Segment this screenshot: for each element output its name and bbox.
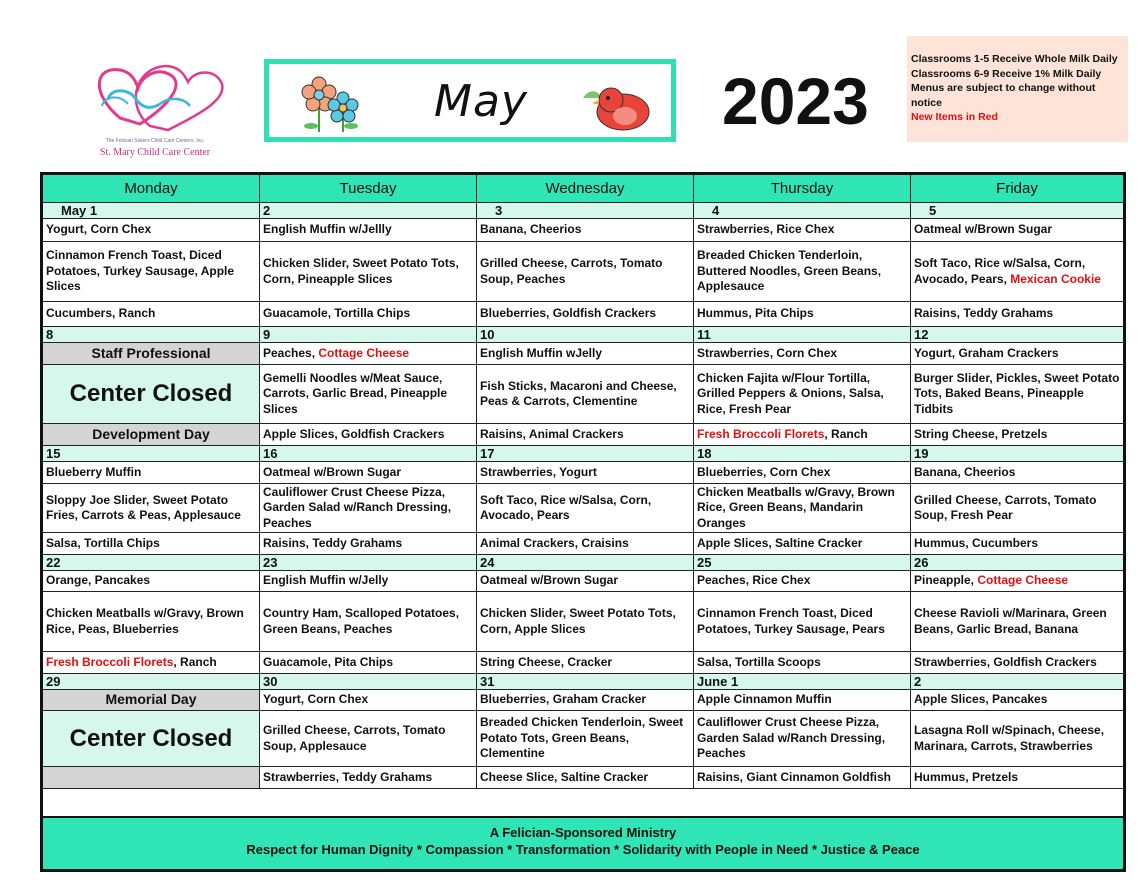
date-cell: 16	[260, 446, 477, 462]
logo	[80, 48, 230, 160]
menu-cell: Raisins, Teddy Grahams	[260, 533, 477, 555]
menu-cell: English Muffin w/Jellly	[260, 219, 477, 242]
menu-cell: English Muffin wJelly	[477, 343, 694, 365]
menu-cell: Soft Taco, Rice w/Salsa, Corn, Avocado, Pears	[477, 484, 694, 533]
menu-cell: Apple Cinnamon Muffin	[694, 690, 911, 711]
menu-cell	[911, 242, 1123, 302]
note-red-line: New Items in Red	[911, 111, 998, 123]
date-cell: 5	[911, 203, 1123, 219]
date-cell: 17	[477, 446, 694, 462]
date-cell: 3	[477, 203, 694, 219]
date-cell: 22	[43, 555, 260, 571]
menu-cell: Blueberries, Goldfish Crackers	[477, 302, 694, 327]
menu-cell: Strawberries, Rice Chex	[694, 219, 911, 242]
date-cell: 15	[43, 446, 260, 462]
day-header-wednesday: Wednesday	[477, 175, 694, 203]
menu-cell: Gemelli Noodles w/Meat Sauce, Carrots, Garlic Bread, Pineapple Slices	[260, 365, 477, 424]
day-header-thursday: Thursday	[694, 175, 911, 203]
menu-cell: Strawberries, Goldfish Crackers	[911, 652, 1123, 674]
menu-cell: Breaded Chicken Tenderloin, Sweet Potato Tots, Green Beans, Clementine	[477, 711, 694, 767]
footer-line2: Respect for Human Dignity * Compassion * Transformation * Solidarity with People in Need * Justice & Peace	[246, 842, 920, 857]
development-day-label: Development Day	[43, 424, 260, 446]
note-line: Classrooms 1-5 Receive Whole Milk Daily	[911, 53, 1118, 65]
new-item-text: Mexican Cookie	[1010, 271, 1101, 286]
menu-cell: Hummus, Pretzels	[911, 767, 1123, 789]
date-cell: 19	[911, 446, 1123, 462]
year-title: 2023	[722, 64, 869, 138]
menu-cell: Cauliflower Crust Cheese Pizza, Garden Salad w/Ranch Dressing, Peaches	[694, 711, 911, 767]
day-header-tuesday: Tuesday	[260, 175, 477, 203]
menu-text: , Ranch	[173, 654, 217, 669]
menu-cell: Raisins, Giant Cinnamon Goldfish	[694, 767, 911, 789]
note-line: Classrooms 6-9 Receive 1% Milk Daily	[911, 67, 1102, 80]
new-item-text: Cottage Cheese	[977, 573, 1069, 588]
menu-cell: Strawberries, Yogurt	[477, 462, 694, 484]
menu-cell: Peaches, Rice Chex	[694, 571, 911, 592]
date-cell: 2	[911, 674, 1123, 690]
menu-cell: Grilled Cheese, Carrots, Tomato Soup, Fresh Pear	[911, 484, 1123, 533]
staff-professional-label: Staff Professional	[43, 343, 260, 365]
menu-cell: Blueberries, Corn Chex	[694, 462, 911, 484]
menu-cell: Blueberry Muffin	[43, 462, 260, 484]
day-header-friday: Friday	[911, 175, 1123, 203]
date-cell: 30	[260, 674, 477, 690]
flowers-icon	[297, 74, 367, 134]
menu-cell: Chicken Meatballs w/Gravy, Brown Rice, Peas, Blueberries	[43, 592, 260, 652]
date-cell: 29	[43, 674, 260, 690]
footer-line1: A Felician-Sponsored Ministry	[489, 825, 677, 840]
menu-cell: Chicken Meatballs w/Gravy, Brown Rice, Green Beans, Mandarin Oranges	[694, 484, 911, 533]
menu-cell: Oatmeal w/Brown Sugar	[477, 571, 694, 592]
new-item-text: Fresh Broccoli Florets	[46, 654, 174, 669]
menu-cell: English Muffin w/Jelly	[260, 571, 477, 592]
hearts-logo-icon	[80, 48, 230, 140]
menu-cell: Raisins, Teddy Grahams	[911, 302, 1123, 327]
menu-cell: Yogurt, Corn Chex	[43, 219, 260, 242]
menu-cell: Guacamole, Pita Chips	[260, 652, 477, 674]
menu-cell: Salsa, Tortilla Chips	[43, 533, 260, 555]
menu-cell: Banana, Cheerios	[911, 462, 1123, 484]
menu-cell: Raisins, Animal Crackers	[477, 424, 694, 446]
date-cell: 18	[694, 446, 911, 462]
menu-cell: Grilled Cheese, Carrots, Tomato Soup, Peaches	[477, 242, 694, 302]
menu-cell: String Cheese, Cracker	[477, 652, 694, 674]
menu-cell: Strawberries, Teddy Grahams	[260, 767, 477, 789]
date-cell: 4	[694, 203, 911, 219]
month-title: May	[434, 76, 528, 127]
menu-cell: Oatmeal w/Brown Sugar	[260, 462, 477, 484]
menu-cell	[911, 571, 1123, 592]
menu-cell: Cinnamon French Toast, Diced Potatoes, Turkey Sausage, Pears	[694, 592, 911, 652]
menu-calendar	[40, 172, 1126, 872]
notes-box	[907, 36, 1128, 142]
menu-cell: Cinnamon French Toast, Diced Potatoes, Turkey Sausage, Apple Slices	[43, 242, 260, 302]
menu-cell	[260, 343, 477, 365]
menu-cell: Cheese Slice, Saltine Cracker	[477, 767, 694, 789]
menu-cell: Country Ham, Scalloped Potatoes, Green Beans, Peaches	[260, 592, 477, 652]
menu-cell: Oatmeal w/Brown Sugar	[911, 219, 1123, 242]
menu-cell: Cheese Ravioli w/Marinara, Green Beans, Garlic Bread, Banana	[911, 592, 1123, 652]
menu-cell: Salsa, Tortilla Scoops	[694, 652, 911, 674]
new-item-text: Cottage Cheese	[318, 345, 410, 360]
date-cell: June 1	[694, 674, 911, 690]
menu-cell: Animal Crackers, Craisins	[477, 533, 694, 555]
center-closed-label: Center Closed	[43, 365, 260, 424]
date-cell: 23	[260, 555, 477, 571]
date-cell: 2	[260, 203, 477, 219]
bird-icon	[577, 78, 657, 134]
menu-cell: Sloppy Joe Slider, Sweet Potato Fries, Carrots & Peas, Applesauce	[43, 484, 260, 533]
menu-cell: Guacamole, Tortilla Chips	[260, 302, 477, 327]
date-cell: 8	[43, 327, 260, 343]
menu-cell: Hummus, Cucumbers	[911, 533, 1123, 555]
menu-cell: String Cheese, Pretzels	[911, 424, 1123, 446]
menu-cell: Banana, Cheerios	[477, 219, 694, 242]
menu-cell: Apple Slices, Pancakes	[911, 690, 1123, 711]
menu-cell: Apple Slices, Saltine Cracker	[694, 533, 911, 555]
date-cell: 12	[911, 327, 1123, 343]
menu-cell: Yogurt, Corn Chex	[260, 690, 477, 711]
logo-name-text: St. Mary Child Care Center	[99, 147, 211, 158]
menu-cell: Grilled Cheese, Carrots, Tomato Soup, Applesauce	[260, 711, 477, 767]
date-cell: 25	[694, 555, 911, 571]
date-cell: 26	[911, 555, 1123, 571]
empty-grey-cell	[43, 767, 260, 789]
menu-cell: Fish Sticks, Macaroni and Cheese, Peas & Carrots, Clementine	[477, 365, 694, 424]
menu-cell: Breaded Chicken Tenderloin, Buttered Noodles, Green Beans, Applesauce	[694, 242, 911, 302]
menu-text: Peaches,	[263, 345, 319, 360]
menu-cell: Blueberries, Graham Cracker	[477, 690, 694, 711]
menu-cell: Burger Slider, Pickles, Sweet Potato Tots, Baked Beans, Pineapple Tidbits	[911, 365, 1123, 424]
menu-cell	[694, 424, 911, 446]
date-cell: 31	[477, 674, 694, 690]
note-line: Menus are subject to change without notice	[911, 82, 1096, 109]
menu-text: Soft Taco, Rice w/Salsa, Corn, Avocado, Pears,	[914, 256, 1086, 286]
footer	[43, 816, 1123, 869]
menu-cell: Orange, Pancakes	[43, 571, 260, 592]
date-cell: May 1	[43, 203, 260, 219]
date-cell: 9	[260, 327, 477, 343]
menu-cell: Yogurt, Graham Crackers	[911, 343, 1123, 365]
menu-text: Pineapple,	[914, 573, 978, 588]
menu-cell: Chicken Slider, Sweet Potato Tots, Corn, Pineapple Slices	[260, 242, 477, 302]
menu-cell: Cauliflower Crust Cheese Pizza, Garden Salad w/Ranch Dressing, Peaches	[260, 484, 477, 533]
menu-cell: Hummus, Pita Chips	[694, 302, 911, 327]
menu-cell: Strawberries, Corn Chex	[694, 343, 911, 365]
memorial-day-label: Memorial Day	[43, 690, 260, 711]
day-header-monday: Monday	[43, 175, 260, 203]
menu-cell: Cucumbers, Ranch	[43, 302, 260, 327]
new-item-text: Fresh Broccoli Florets	[697, 426, 825, 441]
menu-cell: Apple Slices, Goldfish Crackers	[260, 424, 477, 446]
menu-cell: Chicken Slider, Sweet Potato Tots, Corn, Apple Slices	[477, 592, 694, 652]
menu-cell: Lasagna Roll w/Spinach, Cheese, Marinara, Carrots, Strawberries	[911, 711, 1123, 767]
date-cell: 24	[477, 555, 694, 571]
menu-cell	[43, 652, 260, 674]
date-cell: 10	[477, 327, 694, 343]
date-cell: 11	[694, 327, 911, 343]
menu-text: , Ranch	[824, 426, 868, 441]
center-closed-label: Center Closed	[43, 711, 260, 767]
menu-cell: Chicken Fajita w/Flour Tortilla, Grilled Peppers & Onions, Salsa, Rice, Fresh Pear	[694, 365, 911, 424]
logo-org-text: The Felician Sisters Child Care Centers, Inc.	[105, 138, 205, 144]
calendar-grid	[43, 175, 1123, 815]
month-banner	[264, 59, 676, 142]
